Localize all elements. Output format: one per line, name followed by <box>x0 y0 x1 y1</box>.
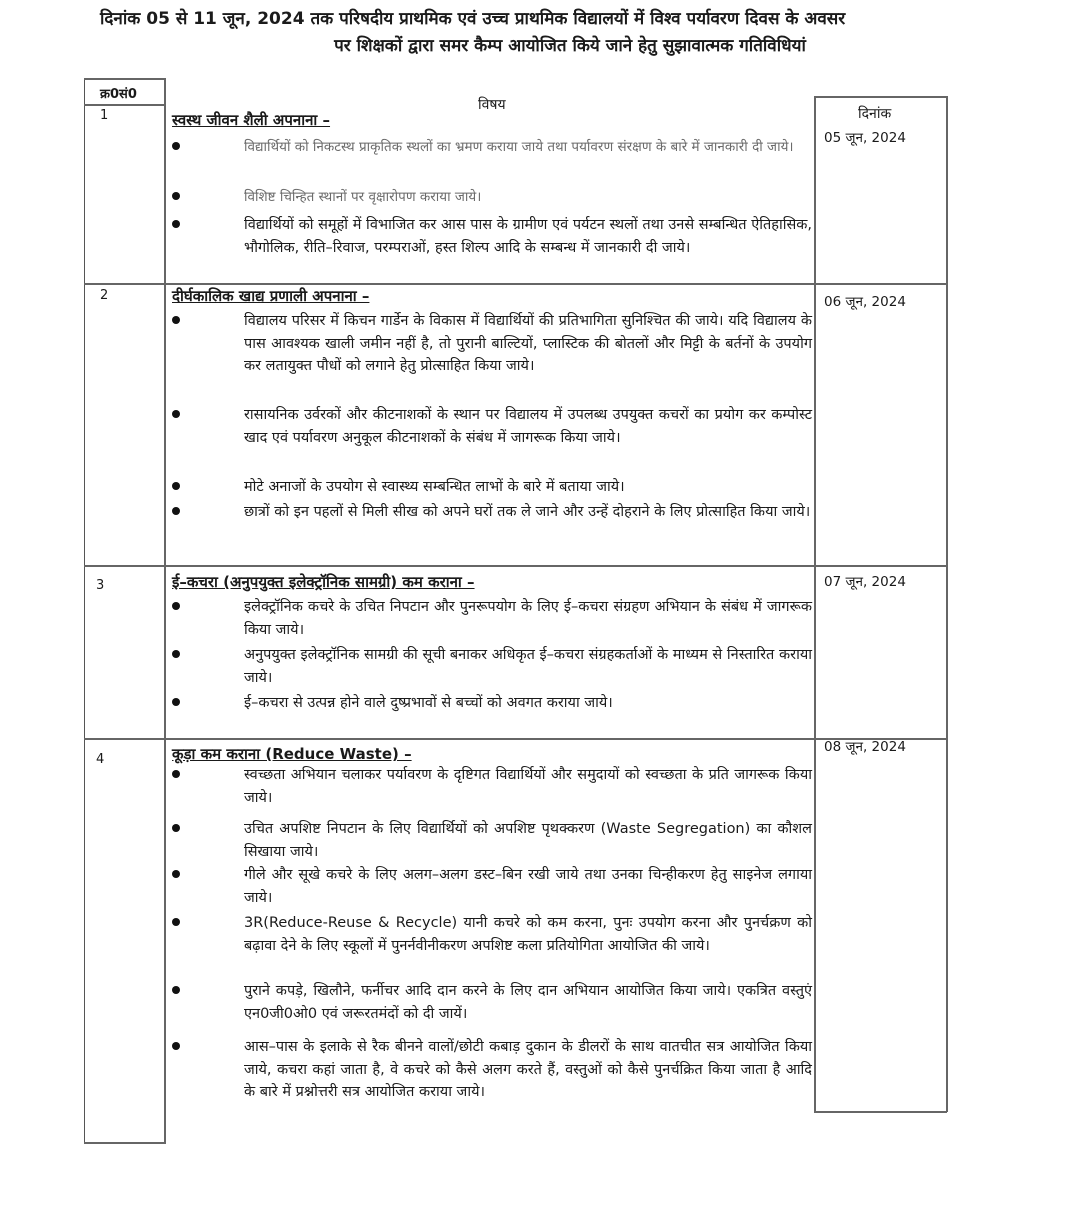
row-2-date: 06 जून, 2024 <box>824 294 906 310</box>
row-2-serial: 2 <box>100 288 109 303</box>
list-item-text: विशिष्ट चिन्हित स्थानों पर वृक्षारोपण कराया जाये। <box>244 189 482 205</box>
bullet-icon <box>172 410 180 418</box>
bullet-icon <box>172 698 180 706</box>
bullet-icon <box>172 770 180 778</box>
list-item-text: छात्रों को इन पहलों से मिली सीख को अपने घरों तक ले जाने और उन्हें दोहराने के लिए प्रोत्साहित किया जाये। <box>244 504 811 520</box>
row-3-date: 07 जून, 2024 <box>824 574 906 590</box>
bullet-icon <box>172 220 180 228</box>
row-4-heading: कूड़ा कम कराना (Reduce Waste) – <box>172 745 412 763</box>
list-item-text: उचित अपशिष्ट निपटान के लिए विद्यार्थियों को अपशिष्ट पृथक्करण (Waste Segregation) का कौशल सिखाया जाये। <box>244 821 812 860</box>
header-date: दिनांक <box>858 106 892 122</box>
list-item-text: विद्यालय परिसर में किचन गार्डेन के विकास में विद्यार्थियों की प्रतिभागिता सुनिश्चित की जाये। यदि विद्यालय के पास आवश्यक खाली जमीन नहीं है, तो पुरानी बाल्टियों, प्लास्टिक की बोतलों और मिट्टी के बर्तनों के उपयोग कर लतायुक्त पौधों को लगाने हेतु प्रोत्साहित किया जाये। <box>244 313 812 374</box>
bullet-icon <box>172 918 180 926</box>
table-top-border <box>84 78 164 80</box>
list-item-text: स्वच्छता अभियान चलाकर पर्यावरण के दृष्टिगत विद्यार्थियों और समुदायों को स्वच्छता के प्रति जागरूक किया जाये। <box>244 767 812 806</box>
list-item-text: ई–कचरा से उत्पन्न होने वाले दुष्प्रभावों से बच्चों को अवगत कराया जाये। <box>244 695 613 711</box>
title-line-2: पर शिक्षकों द्वारा समर कैम्प आयोजित किये जाने हेतु सुझावात्मक गतिविधियां <box>334 36 806 56</box>
bullet-icon <box>172 316 180 324</box>
header-rule <box>84 104 164 106</box>
list-item-text: विद्यार्थियों को समूहों में विभाजित कर आस पास के ग्रामीण एवं पर्यटन स्थलों तथा उनसे सम्बन्धित ऐतिहासिक, भौगोलिक, रीति–रिवाज, परम्पराओं, हस्त शिल्प आदि के सम्बन्ध में जानकारी दी जाये। <box>244 217 812 256</box>
date-header-top <box>814 96 947 98</box>
list-item-text: पुराने कपड़े, खिलौने, फर्नीचर आदि दान करने के लिए दान अभियान आयोजित किया जाये। एकत्रित वस्तुएं एन0जी0ओ0 एवं जरूरतमंदों को दी जायें। <box>244 983 812 1022</box>
bullet-icon <box>172 870 180 878</box>
row-1-heading: स्वस्थ जीवन शैली अपनाना – <box>172 111 331 129</box>
header-serial-number: क्र0सं0 <box>100 87 137 102</box>
table-bottom-left <box>84 1142 164 1144</box>
row-2-heading: दीर्घकालिक खाद्य प्रणाली अपनाना – <box>172 287 370 305</box>
bullet-icon <box>172 142 180 150</box>
list-item-text: अनुपयुक्त इलेक्ट्रॉनिक सामग्री की सूची बनाकर अधिकृत ई–कचरा संग्रहकर्ताओं के माध्यम से निस्तारित कराया जाये। <box>244 647 812 686</box>
list-item-text: इलेक्ट्रॉनिक कचरे के उचित निपटान और पुनरूपयोग के लिए ई–कचरा संग्रहण अभियान के संबंध में जागरूक किया जाये। <box>244 599 812 638</box>
list-item-text: गीले और सूखे कचरे के लिए अलग–अलग डस्ट–बिन रखी जाये तथा उनका चिन्हीकरण हेतु साइनेज लगाया जाये। <box>244 867 812 906</box>
row-divider-2 <box>84 565 947 567</box>
bullet-icon <box>172 602 180 610</box>
bullet-icon <box>172 824 180 832</box>
list-item-text: आस–पास के इलाके से रैक बीनने वालों/छोटी कबाड़ दुकान के डीलरों के साथ वातचीत सत्र आयोजित किया जाये, कचरा कहां जाता है, वे कचरे को कैसे अलग करते हैं, वस्तुओं को कैसे पुनर्चक्रित किया जाता है आदि के बारे में प्रश्नोत्तरी सत्र आयोजित कराया जाये। <box>244 1039 812 1100</box>
document-title <box>100 6 980 60</box>
bullet-icon <box>172 192 180 200</box>
bullet-icon <box>172 1042 180 1050</box>
bullet-icon <box>172 650 180 658</box>
row-3-heading: ई–कचरा (अनुपयुक्त इलेक्ट्रॉनिक सामग्री) कम कराना – <box>172 573 475 591</box>
list-item-text: विद्यार्थियों को निकटस्थ प्राकृतिक स्थलों का भ्रमण कराया जाये तथा पर्यावरण संरक्षण के बारे में जानकारी दी जाये। <box>244 139 794 155</box>
bullet-icon <box>172 482 180 490</box>
header-subject: विषय <box>478 97 506 113</box>
title-line-1: दिनांक 05 से 11 जून, 2024 तक परिषदीय प्राथमिक एवं उच्च प्राथमिक विद्यालयों में विश्व पर्यावरण दिवस के अवसर <box>100 9 846 29</box>
row-1-serial: 1 <box>100 108 109 123</box>
list-item-text: रासायनिक उर्वरकों और कीटनाशकों के स्थान पर विद्यालय में उपलब्ध उपयुक्त कचरों का प्रयोग कर कम्पोस्ट खाद एवं पर्यावरण अनुकूल कीटनाशकों के संबंध में जागरूक किया जाये। <box>244 407 812 446</box>
table-bottom-border <box>814 1111 947 1113</box>
bullet-icon <box>172 507 180 515</box>
col-divider-date <box>814 96 816 1112</box>
row-divider-3 <box>84 738 947 740</box>
row-3-serial: 3 <box>96 578 105 593</box>
row-1-date: 05 जून, 2024 <box>824 130 906 146</box>
table-right-border <box>946 96 948 1112</box>
bullet-icon <box>172 986 180 994</box>
row-4-date: 08 जून, 2024 <box>824 739 906 755</box>
row-divider-1 <box>84 283 947 285</box>
row-4-serial: 4 <box>96 752 105 767</box>
col-divider-sno <box>164 78 166 1144</box>
list-item-text: मोटे अनाजों के उपयोग से स्वास्थ्य सम्बन्धित लाभों के बारे में बताया जाये। <box>244 479 625 495</box>
list-item-text: 3R(Reduce-Reuse & Recycle) यानी कचरे को कम करना, पुनः उपयोग करना और पुनर्चक्रण को बढ़ावा देने के लिए स्कूलों में पुनर्नवीनीकरण अपशिष्ट कला प्रतियोगिता आयोजित की जाये। <box>244 915 812 954</box>
